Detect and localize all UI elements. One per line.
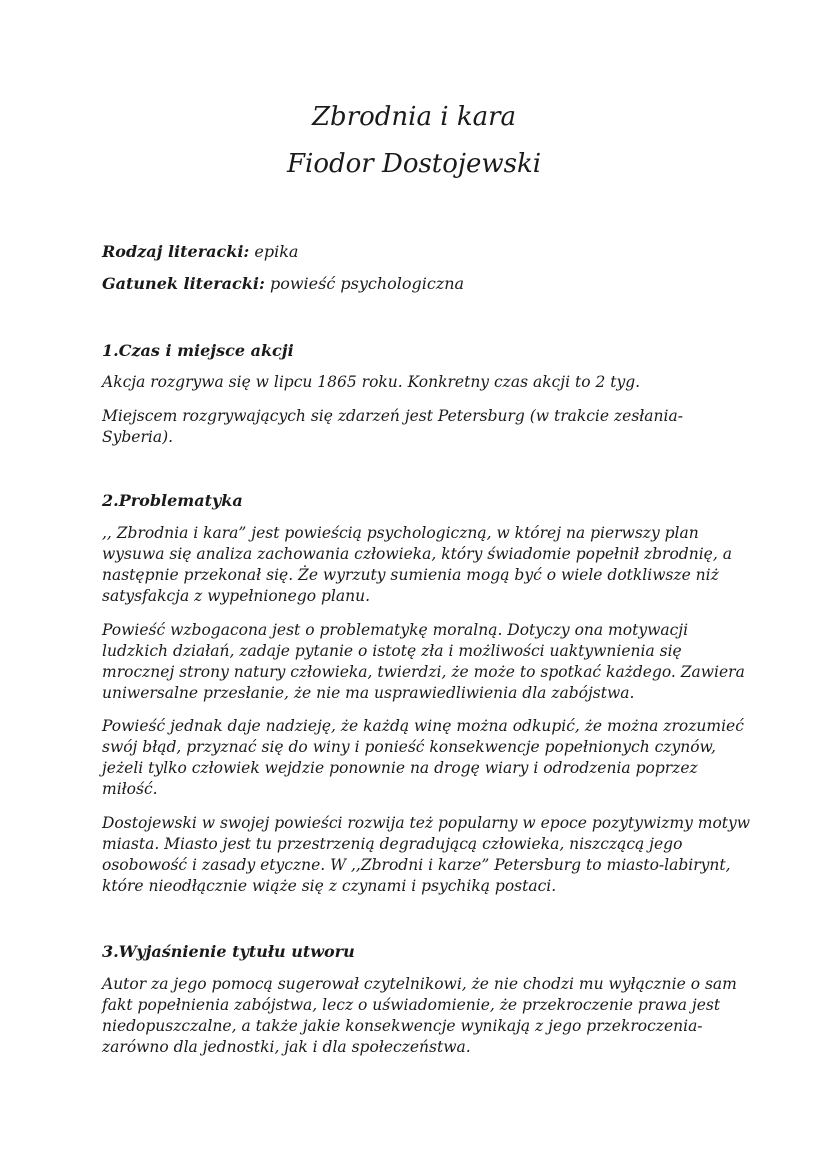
text-line: miasta. Miasto jest tu przestrzenią degradującą człowieka, niszczącą jego (102, 835, 683, 853)
text-line: jeżeli tylko człowiek wejdzie ponownie na drogę wiary i odrodzenia poprzez (102, 759, 698, 777)
genre-value: powieść psychologiczna (264, 274, 465, 293)
genre-kind-label: Rodzaj literacki: (102, 242, 250, 261)
text-line: wysuwa się analiza zachowania człowieka, który świadomie popełnił zbrodnię, a (102, 545, 732, 563)
text-line: miłość. (102, 780, 158, 798)
text-line: ludzkich działań, zadaje pytanie o istotę zła i możliwości uaktywnienia się (102, 642, 682, 660)
document-title (0, 94, 828, 188)
text-line: fakt popełnienia zabójstwa, lecz o uświadomienie, że przekroczenie prawa jest (102, 996, 721, 1014)
genre-kind-row (102, 242, 298, 262)
text-line: Syberia). (102, 428, 174, 446)
text-line: które nieodłącznie wiąże się z czynami i psychiką postaci. (102, 877, 557, 895)
section-heading-title-explanation: 3.Wyjaśnienie tytułu utworu (102, 942, 355, 961)
text-line: Powieść wzbogacona jest o problematykę moralną. Dotyczy ona motywacji (102, 621, 689, 639)
text-line: mrocznej strony natury człowieka, twierdzi, że może to spotkać każdego. Zawiera (102, 663, 745, 681)
title-line-1: Zbrodnia i kara (311, 102, 517, 132)
text-line: zarówno dla jednostki, jak i dla społeczeństwa. (102, 1038, 471, 1056)
text-line: Miejscem rozgrywających się zdarzeń jest Petersburg (w trakcie zesłania- (102, 407, 683, 425)
paragraph (102, 813, 751, 897)
paragraph (102, 406, 742, 448)
title-line-2: Fiodor Dostojewski (286, 149, 542, 179)
text-line: Dostojewski w swojej powieści rozwija też popularny w epoce pozytywizmy motyw (102, 814, 751, 832)
paragraph (102, 716, 742, 800)
text-line: swój błąd, przyznać się do winy i ponieść konsekwencje popełnionych czynów, (102, 738, 716, 756)
genre-kind-value: epika (249, 242, 299, 261)
paragraph (102, 620, 745, 704)
text-line: satysfakcja z wypełnionego planu. (102, 587, 371, 605)
text-line: następnie przekonał się. Że wyrzuty sumienia mogą być o wiele dotkliwsze niż (102, 566, 719, 584)
genre-label: Gatunek literacki: (102, 274, 265, 293)
text-line: uniwersalne przesłanie, że nie ma usprawiedliwienia dla zabójstwa. (102, 684, 635, 702)
section-heading-problems: 2.Problematyka (102, 491, 243, 510)
text-line: Powieść jednak daje nadzieję, że każdą winę można odkupić, że można zrozumieć (102, 717, 744, 735)
section-heading-time-place: 1.Czas i miejsce akcji (102, 341, 294, 360)
paragraph (102, 523, 742, 607)
text-line: ,, Zbrodnia i kara” jest powieścią psychologiczną, w której na pierwszy plan (102, 524, 699, 542)
text-line: osobowość i zasady etyczne. W ,,Zbrodni i karze” Petersburg to miasto-labirynt, (102, 856, 731, 874)
text-line: Akcja rozgrywa się w lipcu 1865 roku. Konkretny czas akcji to 2 tyg. (102, 373, 641, 391)
text-line: Autor za jego pomocą sugerował czytelnikowi, że nie chodzi mu wyłącznie o sam (102, 975, 737, 993)
genre-row (102, 274, 464, 294)
paragraph (102, 974, 742, 1058)
text-line: niedopuszczalne, a także jakie konsekwencje wynikają z jego przekroczenia- (102, 1017, 703, 1035)
paragraph (102, 372, 742, 393)
